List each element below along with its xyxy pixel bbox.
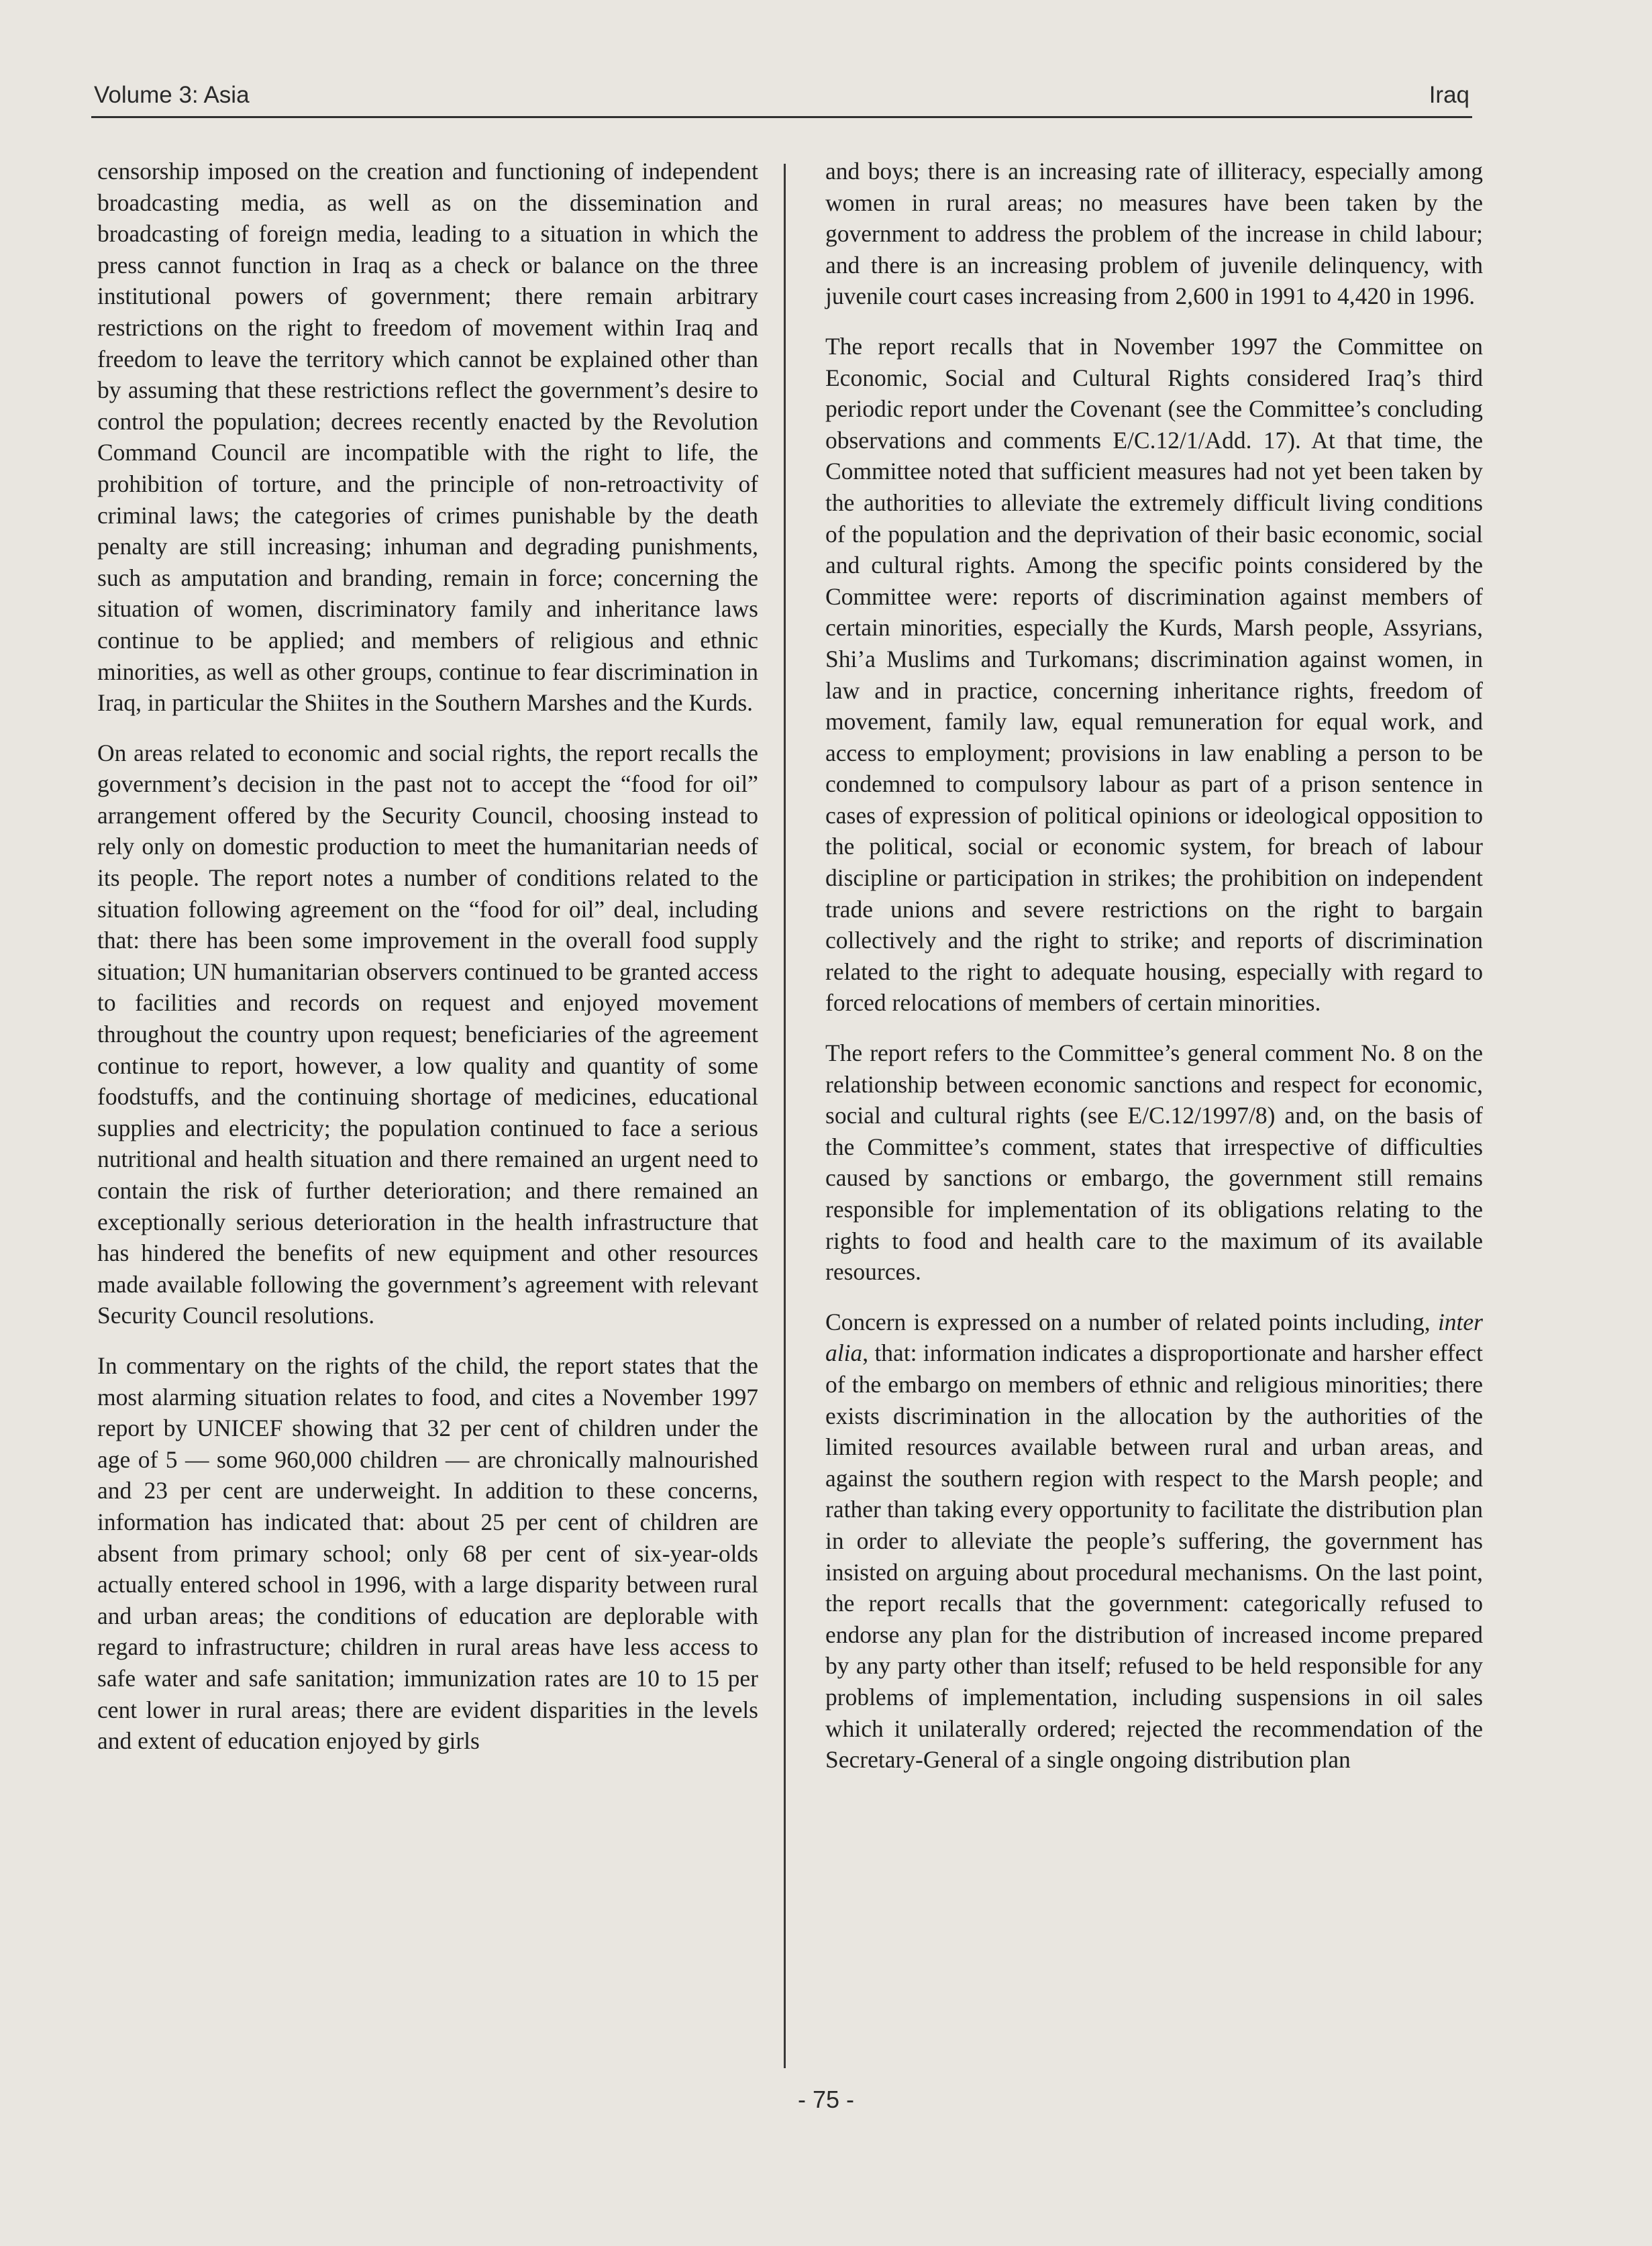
paragraph: On areas related to economic and social rights, the report recalls the government’s decision in the past not to accept the “food for oil” arrangement offered by the Security Council, choosing instead to rely only on domestic production to meet the humanitarian needs of its people. The report notes a number of conditions related to the situation following agreement on the “food for oil” deal, including that: there has been some improvement in the overall food supply situation; UN humanitarian observers continued to be granted access to facilities and records on request and enjoyed movement throughout the country upon request; beneficiaries of the agreement continue to report, however, a low quality and quantity of some foodstuffs, and the continuing shortage of medicines, educational supplies and electricity; the population continued to face a serious nutritional and health situation and there remained an urgent need to contain the risk of further deterioration; and there remained an exceptionally serious deterioration in the health infrastructure that has hindered the benefits of new equipment and other resources made available following the government’s agreement with relevant Security Council resolutions. <box>97 739 758 1329</box>
paragraph: censorship imposed on the creation and functioning of independent broadcasting media, as well as on the dissemination and broadcasting of foreign media, leading to a situation in which the press cannot function in Iraq as a check or balance on the three institutional powers of government; there remain arbitrary restrictions on the right to freedom of movement within Iraq and freedom to leave the territory which cannot be explained other than by assuming that these restrictions reflect the government’s desire to control the population; decrees recently enacted by the Revolution Command Council are incompatible with the right to life, the prohibition of torture, and the principle of non-retroactivity of criminal laws; the categories of crimes punishable by the death penalty are still increasing; inhuman and degrading punishments, such as amputation and branding, remain in force; concerning the situation of women, discriminatory family and inheritance laws continue to be applied; and members of religious and ethnic minorities, as well as other groups, continue to fear discrimination in Iraq, in particular the Shiites in the Southern Marshes and the Kurds. <box>97 158 758 717</box>
paragraph-text: Concern is expressed on a number of related points including, <box>825 1308 1438 1335</box>
paragraph: The report refers to the Committee’s general comment No. 8 on the relationship between economic sanctions and respect for economic, social and cultural rights (see E/C.12/1997/8) and, on the basis of the Committee’s comment, states that irrespective of difficulties caused by sanctions or embargo, the government still remains responsible for implementation of its obligations relating to the rights to food and health care to the maximum of its available resources. <box>825 1039 1483 1286</box>
chapter-title: Iraq <box>1429 82 1469 108</box>
header-rule <box>91 116 1472 118</box>
paragraph: The report recalls that in November 1997 the Committee on Economic, Social and Cultural Rights considered Iraq’s third periodic report under the Covenant (see the Committee’s concluding observations and comments E/C.12/1/Add. 17). At that time, the Committee noted that sufficient measures had not yet been taken by the authorities to alleviate the extremely difficult living conditions of the population and the deprivation of their basic economic, social and cultural rights. Among the specific points considered by the Committee were: reports of discrimination against members of certain minorities, especially the Kurds, Marsh people, Assyrians, Shi’a Muslims and Turkomans; discrimination against women, in law and in practice, concerning inheritance rights, freedom of movement, family law, equal remuneration for equal work, and access to employment; provisions in law enabling a person to be condemned to compulsory labour as part of a prison sentence in cases of expression of political opinions or ideological opposition to the political, social or economic system, for breach of labour discipline or participation in strikes; the prohibition on independent trade unions and severe restrictions on the right to bargain collectively and the right to strike; and reports of discrimination related to the right to adequate housing, especially with regard to forced relocations of members of certain minorities. <box>825 332 1483 1017</box>
paragraph: and boys; there is an increasing rate of illiteracy, especially among women in rural areas; no measures have been taken by the government to address the problem of the increase in child labour; and there is an increasing problem of juvenile delinquency, with juvenile court cases increasing from 2,600 in 1991 to 4,420 in 1996. <box>825 158 1483 310</box>
italic-phrase: inter alia <box>825 1308 1483 1367</box>
page-number: - 75 - <box>797 2086 855 2113</box>
volume-title: Volume 3: Asia <box>94 82 250 108</box>
paragraph <box>825 1307 1483 1776</box>
paragraph: In commentary on the rights of the child, the report states that the most alarming situation relates to food, and cites a November 1997 report by UNICEF showing that 32 per cent of children under the age of 5 — some 960,000 children — are chronically malnourished and 23 per cent are underweight. In addition to these concerns, information has indicated that: about 25 per cent of children are absent from primary school; only 68 per cent of six-year-olds actually entered school in 1996, with a large disparity between rural and urban areas; the conditions of education are deplorable with regard to infrastructure; children in rural areas have less access to safe water and safe sanitation; immunization rates are 10 to 15 per cent lower in rural areas; there are evident disparities in the levels and extent of education enjoyed by girls <box>97 1351 758 1755</box>
right-column <box>825 156 1483 1794</box>
column-divider <box>784 164 786 2068</box>
left-column <box>97 156 758 1776</box>
running-header <box>94 82 1469 117</box>
paragraph-text: , that: information indicates a disproportionate and harsher effect of the embargo on members of ethnic and religious minorities; there exists discrimination in the allocation by the authorities of the limited resources available between rural and urban areas, and against the southern region with respect to the Marsh people; and rather than taking every opportunity to facilitate the distribution plan in order to alleviate the people’s suffering, the government has insisted on arguing about procedural mechanisms. On the last point, the report recalls that the government: categorically refused to endorse any plan for the distribution of increased income prepared by any party other than itself; refused to be held responsible for any problems of implementation, including suspensions in oil sales which it unilaterally ordered; rejected the recommendation of the Secretary-General of a single ongoing distribution plan <box>825 1339 1483 1774</box>
